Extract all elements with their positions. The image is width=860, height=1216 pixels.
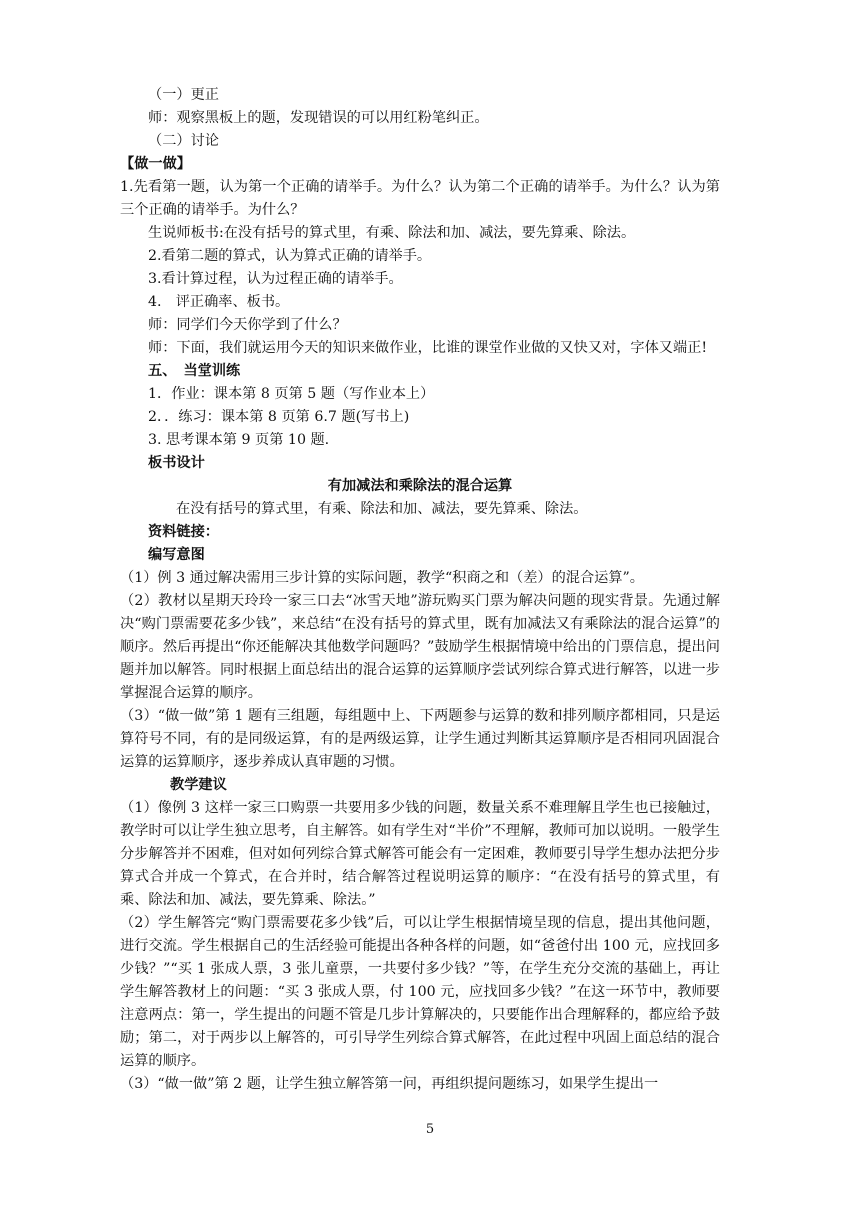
heading-resources: 资料链接：	[148, 524, 219, 540]
list-item: 2．．练习：课本第 8 页第 6.7 题(写书上)	[148, 409, 410, 425]
heading-do-it: 【做一做】	[120, 156, 191, 172]
heading-suggestions: 教学建议	[170, 777, 227, 793]
paragraph: （1）像例 3 这样一家三口购票一共要用多少钱的问题，数量关系不难理解且学生也已接触过，教学时可以让学生独立思考，自主解答。如有学生对“半价”不理解，教师可加以说明。一般学生分步解答并不困难，但对如何列综合算式解答可能会有一定困难，教师要引导学生想办法把分步算式合并成一个算式，在合并时，结合解答过程说明运算的顺序：“在没有括号的算式里，有乘、除法和加、减法，要先算乘、除法。”	[120, 800, 720, 908]
paragraph: （1）例 3 通过解决需用三步计算的实际问题，教学“积商之和（差）的混合运算”。	[120, 570, 644, 586]
list-item: 1．作业：课本第 8 页第 5 题（写作业本上）	[148, 386, 435, 402]
paragraph: （3）“做一做”第 2 题，让学生独立解答第一问，再组织提问题练习，如果学生提出一	[120, 1076, 659, 1092]
heading-discussion: （二）讨论	[148, 133, 219, 149]
paragraph: （2）学生解答完“购门票需要花多少钱”后，可以让学生根据情境呈现的信息，提出其他问题，进行交流。学生根据自己的生活经验可能提出各种各样的问题，如“爸爸付出 100 元，应找回多少钱？”“买 1 张成人票，3 张儿童票，一共要付多少钱？”等，在学生充分交流的基础上，再让学生解答教材上的问题：“买 3 张成人票，付 100 元，应找回多少钱？”在这一环节中，教师要注意两点：第一，学生提出的问题不管是几步计算解决的，只要能作出合理解释的，都应给予鼓励；第二，对于两步以上解答的，可引导学生列综合算式解答，在此过程中巩固上面总结的混合运算的顺序。	[120, 915, 720, 1069]
paragraph: 师：观察黑板上的题，发现错误的可以用红粉笔纠正。	[148, 110, 489, 126]
page-number: 5	[425, 1122, 435, 1137]
list-item: 3. 思考课本第 9 页第 10 题.	[148, 432, 330, 448]
paragraph: 1.先看第一题，认为第一个正确的请举手。为什么？认为第二个正确的请举手。为什么？认为第三个正确的请举手。为什么？	[120, 179, 720, 218]
heading-intent: 编写意图	[148, 547, 205, 563]
paragraph: （3）“做一做”第 1 题有三组题，每组题中上、下两题参与运算的数和排列顺序都相同，只是运算符号不同，有的是同级运算，有的是两级运算，让学生通过判断其运算顺序是否相同巩固混合运算的运算顺序，逐步养成认真审题的习惯。	[120, 708, 720, 770]
board-rule: 在没有括号的算式里，有乘、除法和加、减法，要先算乘、除法。	[176, 501, 588, 517]
heading-correction: （一）更正	[148, 87, 219, 103]
heading-board-design: 板书设计	[148, 455, 205, 471]
paragraph: 4. 评正确率、板书。	[148, 294, 290, 310]
paragraph: 2.看第二题的算式，认为算式正确的请举手。	[148, 248, 432, 264]
paragraph: 师：同学们今天你学到了什么？	[148, 317, 347, 333]
paragraph: 3.看计算过程，认为过程正确的请举手。	[148, 271, 403, 287]
heading-practice: 五、 当堂训练	[148, 363, 241, 379]
board-title: 有加减法和乘除法的混合运算	[327, 478, 513, 494]
paragraph: 师：下面，我们就运用今天的知识来做作业，比谁的课堂作业做的又快又对，字体又端正!	[148, 340, 708, 356]
document-body	[120, 84, 720, 1096]
paragraph: （2）教材以星期天玲玲一家三口去“冰雪天地”游玩购买门票为解决问题的现实背景。先通过解决“购门票需要花多少钱”，来总结“在没有括号的算式里，既有加减法又有乘除法的混合运算”的顺序。然后再提出“你还能解决其他数学问题吗？”鼓励学生根据情境中给出的门票信息，提出问题并加以解答。同时根据上面总结出的混合运算的运算顺序尝试列综合算式进行解答，以进一步掌握混合运算的顺序。	[120, 593, 720, 701]
paragraph: 生说师板书:在没有括号的算式里，有乘、除法和加、减法，要先算乘、除法。	[148, 225, 636, 241]
